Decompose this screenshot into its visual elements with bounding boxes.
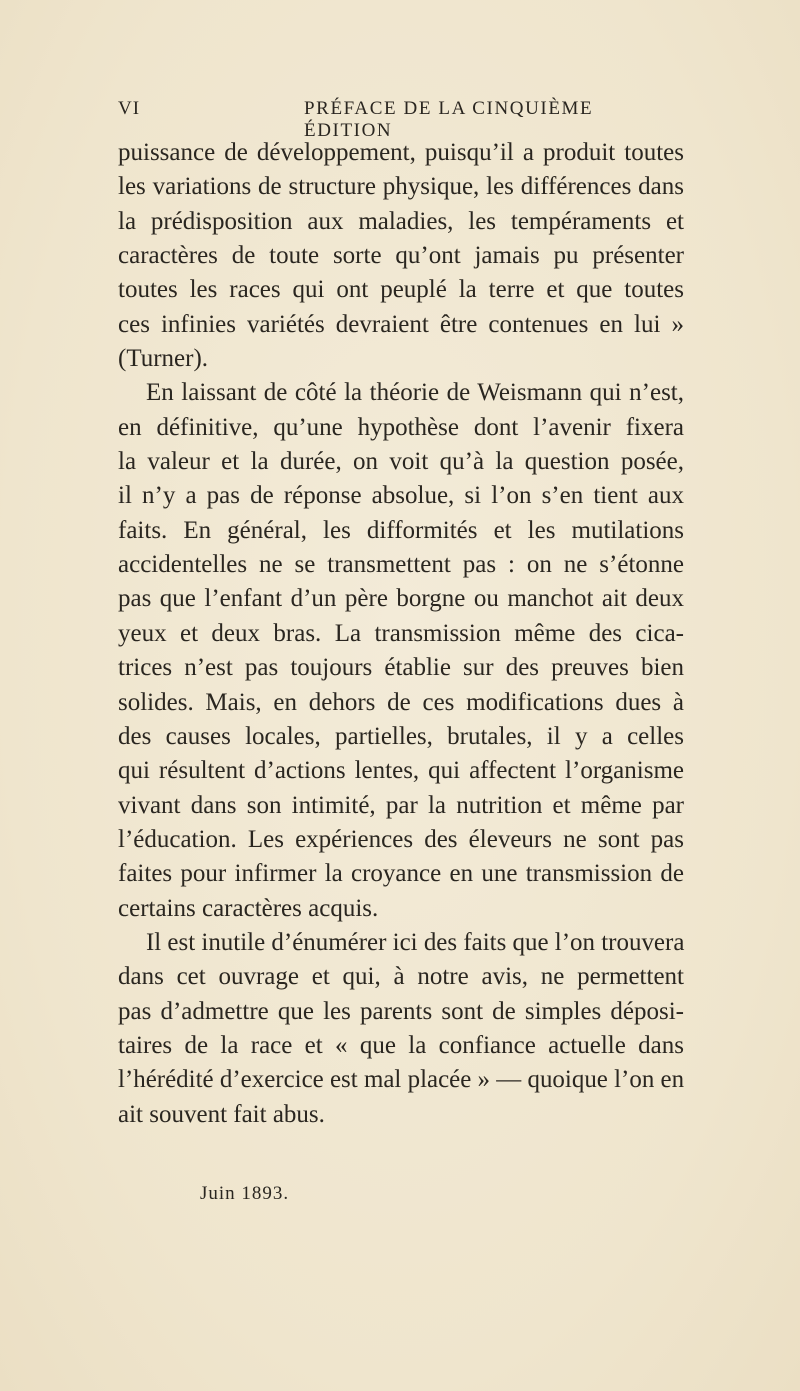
text-line: accidentelles ne se transmettent pas : on ne s’étonne (118, 551, 684, 579)
text-line: les variations de structure physique, les différences dans (118, 173, 684, 201)
text-line: Il est inutile d’énumérer ici des faits que l’on trouvera (145, 928, 685, 956)
text-line: l’hérédité d’exercice est mal placée » — quoique l’on en (118, 1066, 685, 1094)
text-line: dans cet ouvrage et qui, à notre avis, ne permettent (118, 963, 684, 991)
text-line: certains caractères acquis. (118, 894, 379, 922)
text-line: puissance de développement, puisqu’il a produit toutes (118, 139, 684, 166)
text-line: pas d’admettre que les parents sont de simples déposi- (118, 997, 684, 1025)
signature-date: Juin 1893. (200, 1183, 290, 1204)
text-line: trices n’est pas toujours établie sur des preuves bien (118, 654, 684, 682)
text-line: toutes les races qui ont peuplé la terre et que toutes (118, 276, 684, 304)
text-line: vivant dans son intimité, par la nutrition et même par (118, 791, 684, 819)
page-header (118, 98, 684, 141)
text-line: En laissant de côté la théorie de Weismann qui n’est, (146, 379, 684, 407)
text-line: la prédisposition aux maladies, les tempéraments et (118, 207, 684, 235)
text-line: caractères de toute sorte qu’ont jamais pu présenter (118, 242, 684, 270)
text-line: pas que l’enfant d’un père borgne ou manchot ait deux (118, 585, 684, 613)
text-line: il n’y a pas de réponse absolue, si l’on s’en tient aux (118, 482, 684, 510)
text-line: (Turner). (118, 345, 209, 373)
running-title: PRÉFACE DE LA CINQUIÈME ÉDITION (304, 98, 594, 141)
text-line: des causes locales, partielles, brutales, il y a celles (118, 722, 684, 750)
text-line: l’éducation. Les expériences des éleveurs ne sont pas (118, 825, 684, 853)
text-line: qui résultent d’actions lentes, qui affectent l’organisme (118, 757, 684, 785)
text-line: yeux et deux bras. La transmission même des cica- (118, 619, 684, 647)
text-line: en définitive, qu’une hypothèse dont l’avenir fixera (118, 413, 684, 441)
text-line: ait souvent fait abus. (118, 1100, 325, 1128)
text-line: la valeur et la durée, on voit qu’à la question posée, (118, 448, 684, 476)
page-number: VI (118, 98, 141, 119)
text-line: faits. En général, les difformités et les mutilations (118, 516, 684, 544)
text-line: solides. Mais, en dehors de ces modifications dues à (118, 688, 684, 716)
text-line: ces infinies variétés devraient être contenues en lui » (118, 310, 684, 338)
body-text (118, 136, 684, 1132)
text-line: taires de la race et « que la confiance actuelle dans (118, 1031, 684, 1059)
text-line: faites pour infirmer la croyance en une transmission de (118, 860, 684, 888)
